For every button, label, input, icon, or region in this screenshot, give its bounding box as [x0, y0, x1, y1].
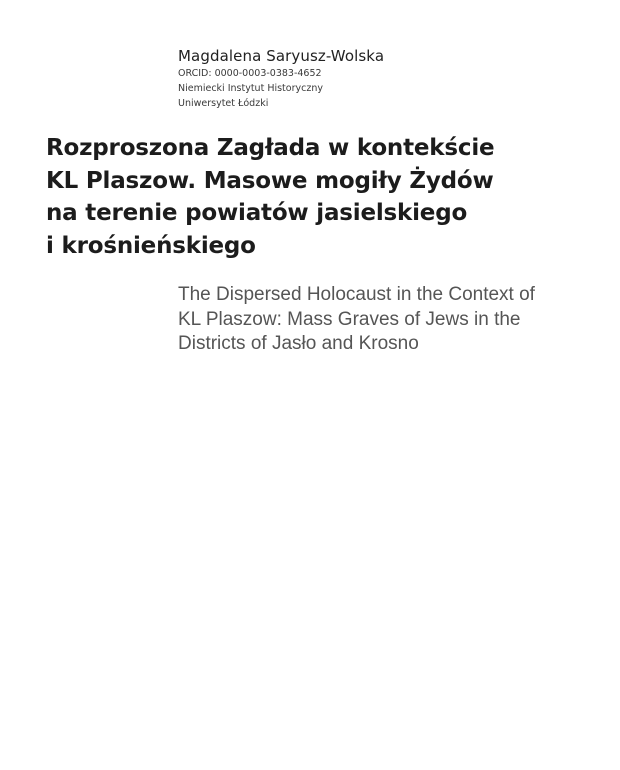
article-title-polish	[46, 132, 566, 262]
author-affiliation-1: Niemiecki Instytut Historyczny	[178, 83, 323, 94]
author-name: Magdalena Saryusz-Wolska	[178, 47, 385, 65]
author-block	[178, 46, 578, 111]
title-en-line: KL Plaszow: Mass Graves of Jews in the	[178, 308, 521, 330]
title-pl-line: KL Plaszow. Masowe mogiły Żydów	[46, 167, 494, 194]
title-en-line: Districts of Jasło and Krosno	[178, 333, 419, 354]
title-pl-line: Rozproszona Zagłada w kontekście	[46, 135, 495, 161]
author-orcid: ORCID: 0000-0003-0383-4652	[178, 68, 322, 79]
title-en-line: The Dispersed Holocaust in the Context of	[178, 284, 535, 305]
title-pl-line: i krośnieńskiego	[46, 232, 256, 259]
title-pl-line: na terenie powiatów jasielskiego	[46, 200, 468, 226]
author-affiliation-2: Uniwersytet Łódzki	[178, 98, 269, 109]
article-title-english	[178, 283, 608, 357]
